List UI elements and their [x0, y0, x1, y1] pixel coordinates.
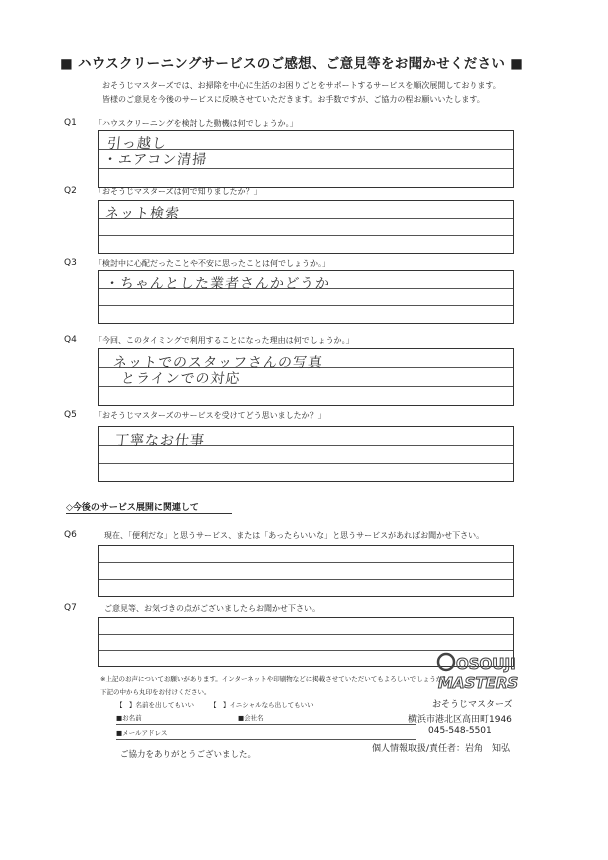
answer-line [99, 235, 513, 236]
q4-question: 「今回、このタイミングで利用することになった理由は何でしょうか。」 [94, 336, 354, 345]
logo-line-1: OSOUJI [456, 655, 516, 673]
section-underline [66, 513, 232, 514]
q5-answer-box[interactable] [98, 426, 514, 482]
email-label: ■メールアドレス [116, 729, 168, 737]
q2-answer-line-1: ネット検索 [104, 206, 181, 222]
q6-label: Q6 [64, 530, 77, 540]
q3-answer-box[interactable] [98, 270, 514, 324]
q3-question: 「検討中に心配だったことや不安に思ったことは何でしょうか。」 [94, 259, 330, 268]
q4-answer-box[interactable] [98, 348, 514, 406]
company-label: ■会社名 [238, 714, 264, 722]
q4-answer-line-2: とラインでの対応 [120, 371, 242, 387]
email-underline [116, 739, 416, 740]
answer-line [99, 634, 513, 635]
company-name: おそうじマスターズ [432, 700, 513, 710]
section-title: ◇今後のサービス展開に関連して [66, 503, 199, 513]
q4-answer-line-1: ネットでのスタッフさんの写真 [112, 355, 324, 371]
q3-answer-line-1: ・ちゃんとした業者さんかどうか [104, 276, 331, 292]
privacy-manager: 個人情報取扱/責任者：岩角 知弘 [372, 744, 511, 754]
intro-line-1: おそうじマスターズでは、お掃除を中心に生活のお困りごとをサポートするサービスを順次展開しております。 [102, 81, 501, 90]
q1-label: Q1 [64, 118, 77, 128]
q2-question: 「おそうじマスターズは何で知りましたか？」 [94, 187, 262, 196]
answer-line [99, 463, 513, 464]
logo-line-2: MASTERS [438, 674, 519, 692]
name-underline [116, 724, 416, 725]
name-label: ■お名前 [116, 714, 142, 722]
q2-label: Q2 [64, 186, 77, 196]
company-logo [432, 650, 540, 694]
q4-label: Q4 [64, 335, 77, 345]
q1-answer-line-2: ・エアコン清掃 [102, 152, 209, 168]
consent-note: ※上記のお声についてお願いがあります。インターネットや印刷物などに掲載させていただいてもよろしいでしょうか？ [100, 675, 449, 683]
q1-answer-box[interactable] [98, 130, 514, 188]
page-title: ■ ハウスクリーニングサービスのご感想、ご意見等をお聞かせください ■ [60, 56, 524, 72]
consent-option-name[interactable]: 【 】名前を出してもいい [116, 701, 194, 709]
q6-question: 現在、「便利だな」と思うサービス、または「あったらいいな」と思うサービスがあればお聞かせ下さい。 [104, 531, 485, 540]
q6-answer-box[interactable] [98, 545, 514, 597]
q5-label: Q5 [64, 410, 77, 420]
answer-line [99, 305, 513, 306]
q7-label: Q7 [64, 603, 77, 613]
q5-question: 「おそうじマスターズのサービスを受けてどう思いましたか？」 [94, 411, 326, 420]
q3-label: Q3 [64, 258, 77, 268]
q5-answer-line-1: 丁寧なお仕事 [114, 433, 206, 449]
logo-icon [432, 650, 540, 694]
answer-line [99, 579, 513, 580]
q2-answer-box[interactable] [98, 200, 514, 254]
intro-line-2: 皆様のご意見を今後のサービスに反映させていただきます。お手数ですが、ご協力の程お願いいたします。 [102, 95, 485, 104]
consent-option-initials[interactable]: 【 】イニシャルなら出してもいい [210, 701, 314, 709]
consent-instruction: 下記の中から丸印をお付けください。 [100, 688, 211, 696]
q1-answer-line-1: 引っ越し [106, 136, 168, 152]
thanks-message: ご協力をありがとうございました。 [120, 750, 257, 760]
q7-question: ご意見等、お気づきの点がございましたらお聞かせ下さい。 [104, 604, 320, 613]
answer-line [99, 562, 513, 563]
company-phone: 045-548-5501 [428, 726, 492, 736]
q1-question: 「ハウスクリーニングを検討した動機は何でしょうか。」 [94, 119, 298, 128]
company-address: 横浜市港北区高田町1946 [408, 715, 512, 725]
